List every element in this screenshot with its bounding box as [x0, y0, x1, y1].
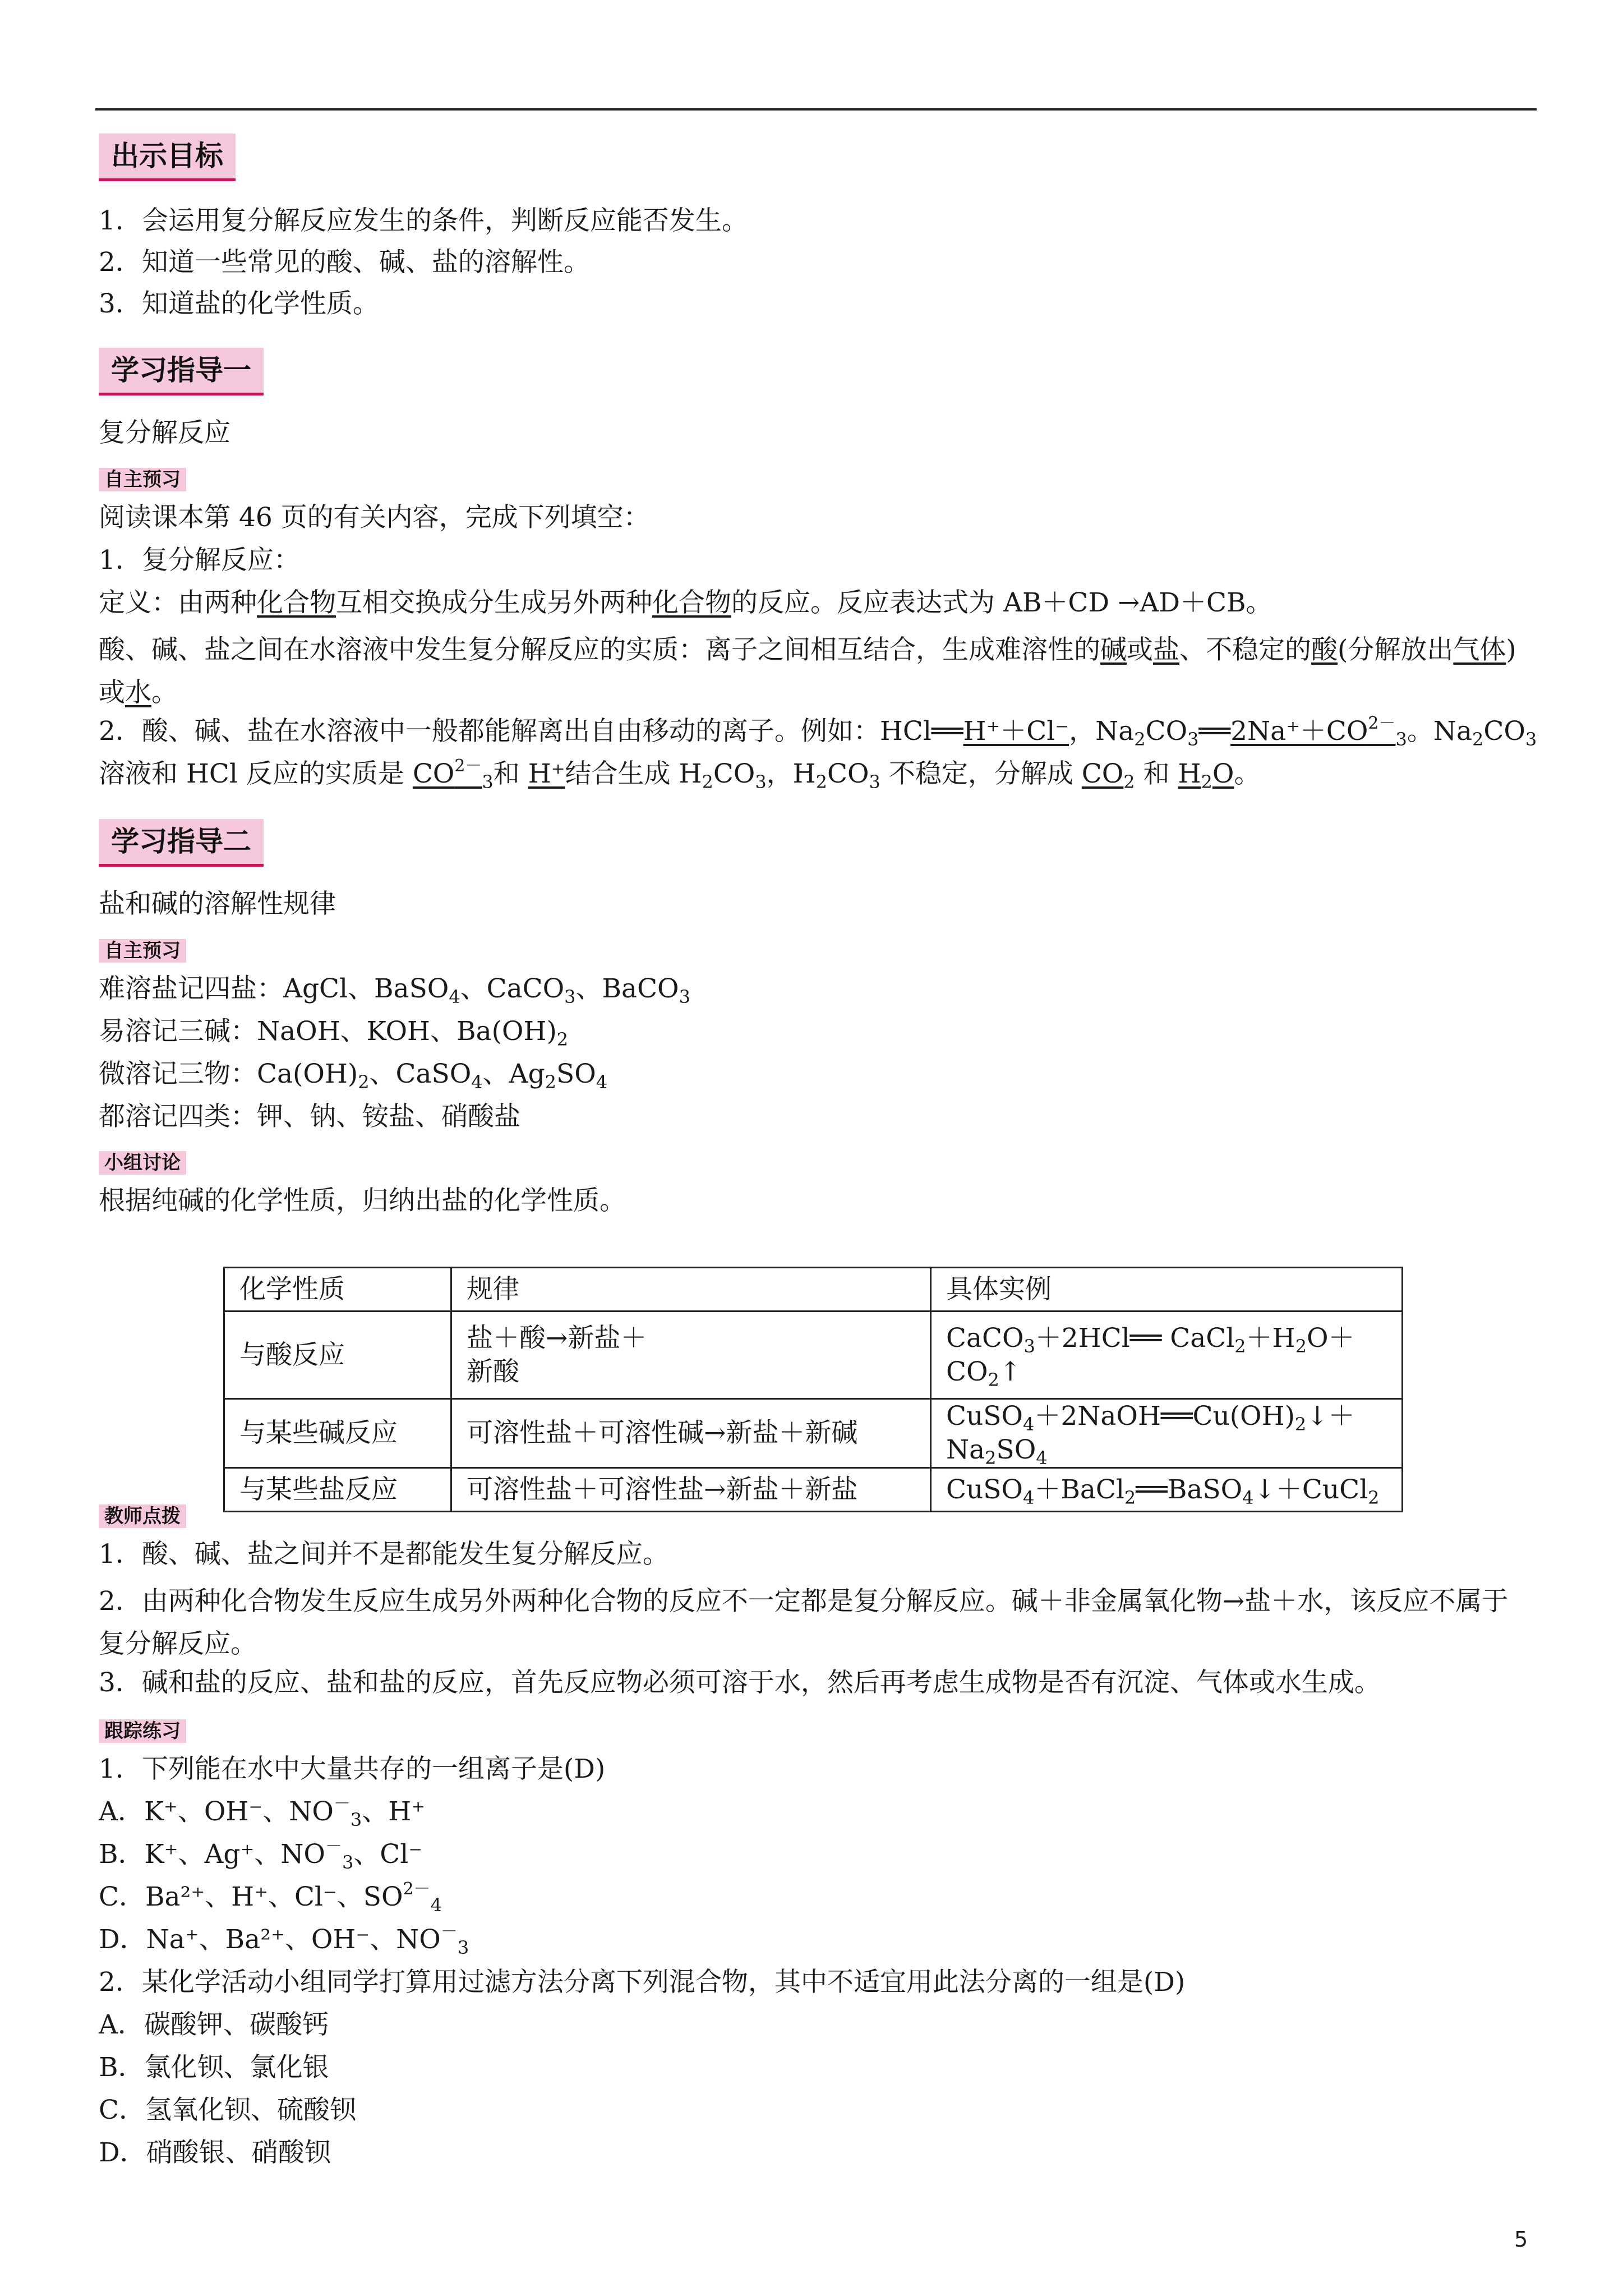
item-2-continued: 溶液和 HCl 反应的实质是 $CO^{2-}_3$和 H⁺结合生成 $H_2CO_3$，$H_2CO_3$ 不稳定，分解成 $CO_2$ 和 $H_2O$。 — [99, 756, 1261, 793]
topic-double-decomposition: 复分解反应 — [99, 417, 230, 448]
question-1-option-b: B．K⁺、Ag⁺、$NO^-_3$、Cl⁻ — [99, 1837, 423, 1873]
question-2: 2．某化学活动小组同学打算用过滤方法分离下列混合物，其中不适宜用此法分离的一组是(D) — [99, 1967, 1186, 1998]
table-row — [224, 1399, 1403, 1468]
table-cell: 可溶性盐＋可溶性碱→新盐＋新碱 — [451, 1399, 931, 1468]
section-title-objectives: 出示目标 — [99, 134, 236, 181]
table-cell: 可溶性盐＋可溶性盐→新盐＋新盐 — [451, 1468, 931, 1512]
page-number: 5 — [1514, 2227, 1528, 2252]
tag-teacher-tips: 教师点拨 — [99, 1504, 186, 1528]
table-header: 规律 — [451, 1268, 931, 1312]
definition-line: 定义：由两种化合物互相交换成分生成另外两种化合物的反应。反应表达式为 AB＋CD →AD＋CB。 — [99, 587, 1272, 618]
rule-insoluble-salts: 难溶盐记四盐：AgCl、BaSO$_4$、CaCO$_3$、BaCO$_3$ — [99, 973, 690, 1007]
table-cell: 与某些盐反应 — [224, 1468, 451, 1512]
question-1-option-a: A．K⁺、OH⁻、$NO^-_3$、H⁺ — [99, 1794, 426, 1830]
item-1-heading: 1．复分解反应： — [99, 545, 300, 576]
essence-paragraph: 酸、碱、盐之间在水溶液中发生复分解反应的实质：离子之间相互结合，生成难溶性的碱或盐、不稳定的酸(分解放出气体)或水。 — [99, 634, 1516, 708]
table-header-row — [224, 1268, 1403, 1312]
tag-group-discussion: 小组讨论 — [99, 1151, 186, 1175]
table-row — [224, 1312, 1403, 1399]
section-title-guide-2: 学习指导二 — [99, 819, 264, 867]
table-cell: 盐＋酸→新盐＋ 新酸 — [451, 1312, 931, 1399]
salt-properties-table — [223, 1267, 1403, 1512]
table-cell: $CuSO_4+2NaOH══Cu(OH)_2↓+Na_2SO_4$ — [931, 1399, 1403, 1468]
table-header: 化学性质 — [224, 1268, 451, 1312]
question-2-option-b: B．氯化钡、氯化银 — [99, 2052, 329, 2083]
table-cell: 与酸反应 — [224, 1312, 451, 1399]
tag-self-preview-2: 自主预习 — [99, 939, 186, 963]
table-cell: CuSO$_4$＋BaCl$_2$══BaSO$_4$↓＋CuCl$_2$ — [931, 1468, 1403, 1512]
section-title-guide-1: 学习指导一 — [99, 348, 264, 395]
tip-2: 2．由两种化合物发生反应生成另外两种化合物的反应不一定都是复分解反应。碱＋非金属氧化物→盐＋水，该反应不属于复分解反应。 — [99, 1586, 1509, 1659]
question-1: 1．下列能在水中大量共存的一组离子是(D) — [99, 1754, 606, 1784]
item-2-line: 2．酸、碱、盐在水溶液中一般都能解离出自由移动的离子。例如：HCl══H⁺＋Cl⁻，$Na_2CO_3══2Na^++CO^{2-}_3$。$Na_2CO_3$ — [99, 714, 1537, 750]
header-rule — [95, 108, 1537, 111]
question-2-option-a: A．碳酸钾、碳酸钙 — [99, 2009, 329, 2040]
discussion-prompt: 根据纯碱的化学性质，归纳出盐的化学性质。 — [99, 1185, 626, 1216]
goal-3: 3．知道盐的化学性质。 — [99, 288, 379, 319]
question-2-option-d: D．硝酸银、硝酸钡 — [99, 2137, 331, 2168]
tip-1: 1．酸、碱、盐之间并不是都能发生复分解反应。 — [99, 1539, 669, 1570]
question-2-option-c: C．氢氧化钡、硫酸钡 — [99, 2095, 356, 2125]
table-header: 具体实例 — [931, 1268, 1403, 1312]
table-cell: CaCO$_3$＋2HCl══ $CaCl_2+H_2O+CO_2↑$ — [931, 1312, 1403, 1399]
table-row — [224, 1468, 1403, 1512]
rule-soluble-bases: 易溶记三碱：NaOH、KOH、$Ba(OH)_2$ — [99, 1016, 569, 1050]
goal-2: 2．知道一些常见的酸、碱、盐的溶解性。 — [99, 247, 590, 278]
tag-self-preview: 自主预习 — [99, 468, 186, 491]
tip-3: 3．碱和盐的反应、盐和盐的反应，首先反应物必须可溶于水，然后再考虑生成物是否有沉淀、气体或水生成。 — [99, 1667, 1381, 1698]
rule-all-soluble: 都溶记四类：钾、钠、铵盐、硝酸盐 — [99, 1101, 520, 1132]
goal-1: 1．会运用复分解反应发生的条件，判断反应能否发生。 — [99, 205, 748, 236]
table-cell: 与某些碱反应 — [224, 1399, 451, 1468]
reading-instruction: 阅读课本第 46 页的有关内容，完成下列填空： — [99, 502, 650, 533]
rule-slightly-soluble: 微溶记三物：$Ca(OH)_2$、CaSO$_4$、$Ag_2SO_4$ — [99, 1059, 608, 1093]
question-1-option-d: D．Na⁺、Ba²⁺、OH⁻、$NO^-_3$ — [99, 1922, 469, 1958]
tag-practice: 跟踪练习 — [99, 1719, 186, 1743]
topic-solubility-rules: 盐和碱的溶解性规律 — [99, 889, 336, 919]
question-1-option-c: C．Ba²⁺、H⁺、Cl⁻、$SO^{2-}_4$ — [99, 1879, 442, 1916]
